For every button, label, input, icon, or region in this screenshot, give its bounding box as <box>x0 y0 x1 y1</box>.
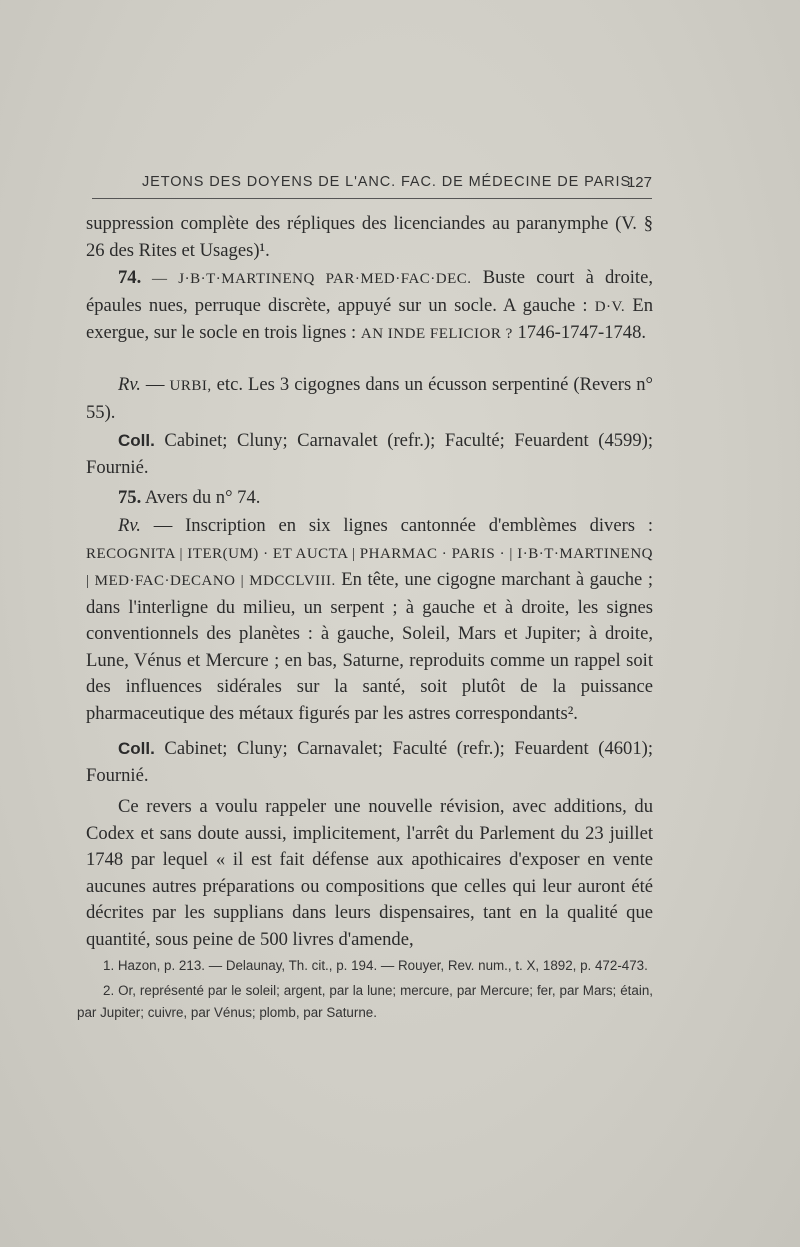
years: 1746-1747-1748. <box>512 322 647 343</box>
page-number: 127 <box>626 174 652 191</box>
paragraph-text: suppression complète des répliques des licenciandes au paranymphe (V. § 26 des Rites et Usages)¹. <box>86 213 653 261</box>
header-rule <box>92 198 652 199</box>
collections-text: Cabinet; Cluny; Carnavalet (refr.); Faculté; Feuardent (4599); Fournié. <box>86 430 653 478</box>
description: — Inscription en six lignes cantonnée d'emblèmes divers : <box>140 515 653 536</box>
entry-75 <box>86 485 653 512</box>
collections-label: Coll. <box>118 431 155 450</box>
collections-text: Cabinet; Cluny; Carnavalet; Faculté (refr.); Feuardent (4601); Fournié. <box>86 738 653 786</box>
paragraph-text: Ce revers a voulu rappeler une nouvelle révision, avec additions, du Codex et sans doute aussi, implicitement, l'arrêt du Parlement du 23 juillet 1748 par lequel « il est fait défense aux apothicaires d'exposer en vente aucunes autres préparations ou compositions que celles qui leur auront été décrites par les supplians dans leurs dispensaires, tant en la qualité que quantité, sous peine de 500 livres d'amende, <box>86 796 653 950</box>
paragraph-intro <box>86 211 653 264</box>
description: En exergue, sur le socle en trois lignes : <box>86 294 653 343</box>
paragraph-commentary <box>86 794 653 953</box>
running-title: JETONS DES DOYENS DE L'ANC. FAC. DE MÉDECINE DE PARIS <box>142 174 632 190</box>
inscription: RECOGNITA | ITER(UM) · ET AUCTA | PHARMAC · PARIS · | I·B·T·MARTINENQ | MED·FAC·DECANO | MDCCLVIII. <box>86 545 653 589</box>
reverse-75 <box>86 513 653 727</box>
collections-label: Coll. <box>118 739 155 758</box>
footnotes <box>77 955 653 1024</box>
entry-number: 75. <box>118 487 142 508</box>
inscription: D·V. <box>594 298 626 315</box>
collections-74 <box>86 428 653 481</box>
reverse-label: Rv. <box>118 515 141 536</box>
reverse-label: Rv. <box>118 374 141 395</box>
description: Buste court à droite, épaules nues, perruque discrète, appuyé sur un socle. A gauche : <box>86 267 653 316</box>
reverse-74 <box>86 372 653 426</box>
running-header <box>142 174 652 190</box>
inscription: AN INDE FELICIOR ? <box>360 326 513 342</box>
description: etc. Les 3 cigognes dans un écusson serpentiné (Revers n° 55). <box>86 374 653 423</box>
inscription: — J·B·T·MARTINENQ PAR·MED·FAC·DEC. <box>141 271 472 287</box>
entry-number: 74. <box>118 267 142 288</box>
entry-74 <box>86 265 653 348</box>
dash: — <box>140 374 170 395</box>
collections-75 <box>86 736 653 789</box>
description: Avers du n° 74. <box>141 487 261 508</box>
inscription: URBI, <box>169 378 212 394</box>
footnote-2: 2. Or, représenté par le soleil; argent, par la lune; mercure, par Mercure; fer, par Mars; étain, par Jupiter; cuivre, par Vénus; plomb, par Saturne. <box>77 983 653 1020</box>
description: En tête, une cigogne marchant à gauche ; dans l'interligne du milieu, un serpent ; à gauche et à droite, les signes conventionnels des planètes : à gauche, Soleil, Mars et Jupiter; à droite, Lune, Vénus et Mercure ; en bas, Saturne, reproduits comme un rappel soit des influences sidérales sur la santé, soit plutôt de la puissance pharmaceutique des métaux figurés par les astres correspondants². <box>86 569 653 724</box>
footnote-1: 1. Hazon, p. 213. — Delaunay, Th. cit., p. 194. — Rouyer, Rev. num., t. X, 1892, p. 472-473. <box>103 958 648 973</box>
